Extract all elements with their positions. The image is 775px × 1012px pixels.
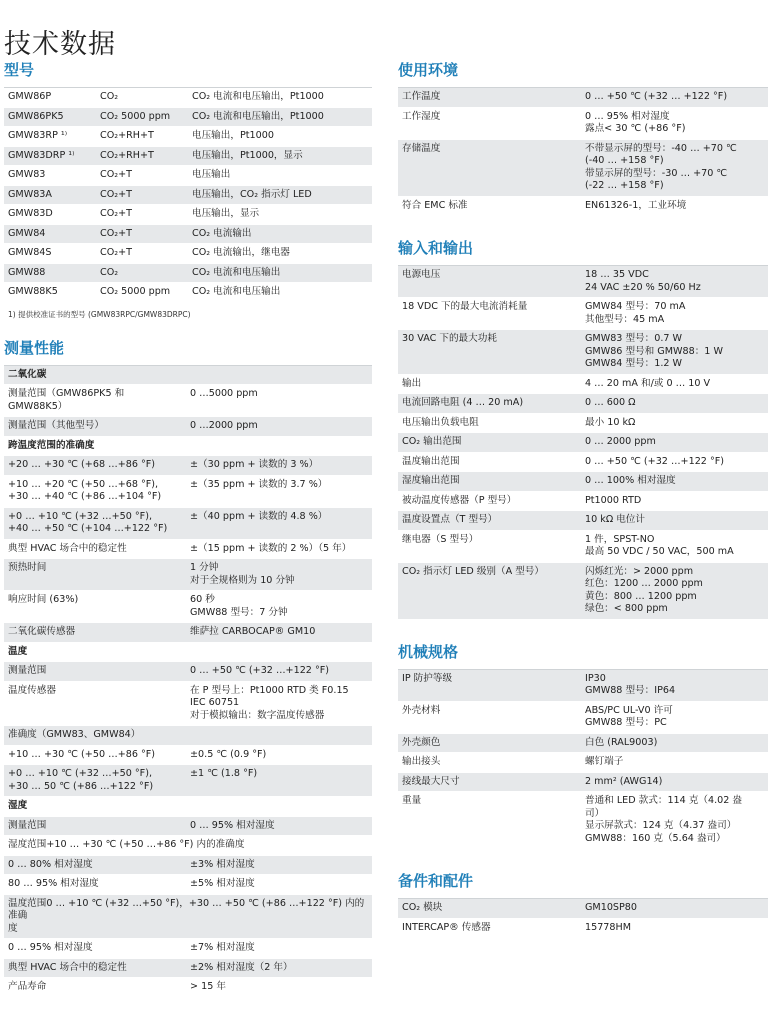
spec-value: GMW83 型号：0.7 W GMW86 型号和 GMW88：1 W GMW84 型号：1.2 W (585, 333, 723, 369)
accessories-table (398, 898, 768, 938)
right-column (398, 60, 768, 952)
table-row (4, 856, 372, 876)
spec-label: 被动温度传感器（P 型号） (402, 494, 517, 506)
model-name: GMW84 (8, 227, 46, 239)
page-title: 技术数据 (4, 29, 116, 61)
spec-value: 0 … 600 Ω (585, 397, 636, 408)
table-row (4, 959, 372, 979)
spec-value: 普通和 LED 款式：114 克（4.02 盎 司） 显示屏款式：124 克（4.37 盎司） GMW88：160 克（5.64 盎司） (585, 795, 743, 844)
model-description: CO₂ 电流输出，继电器 (192, 247, 290, 258)
table-row (4, 682, 372, 727)
spec-label: 工作温度 (402, 91, 441, 102)
model-gas: CO₂+T (100, 188, 132, 200)
spec-label: 18 VDC 下的最大电流消耗量 (402, 301, 528, 312)
table-row (4, 895, 372, 940)
spec-label: +10 … +30 ℃ (+50 …+86 °F) (8, 748, 156, 760)
spec-value: 0 … 95% 相对湿度 露点< 30 ℃ (+86 °F) (585, 110, 686, 134)
spec-label: CO₂ 指示灯 LED 级别（A 型号） (402, 565, 544, 577)
spec-label: 重量 (402, 795, 422, 806)
measurement-table (4, 365, 372, 998)
spec-label: 温度输出范围 (402, 455, 460, 467)
table-row (4, 662, 372, 682)
spec-value: 0 … 2000 ppm (585, 436, 656, 447)
subheading-row (4, 366, 372, 386)
spec-value: 维萨拉 CARBOCAP® GM10 (190, 626, 316, 637)
table-row (4, 166, 372, 186)
spec-label: +20 … +30 ℃ (+68 …+86 °F) (8, 459, 156, 470)
spec-value: 60 秒 GMW88 型号：7 分钟 (190, 594, 288, 618)
spec-label: 测量范围（GMW86PK5 和 GMW88K5） (8, 388, 125, 412)
spec-label: 产品寿命 (8, 981, 47, 992)
model-name: GMW83A (8, 188, 52, 200)
spec-value: 10 kΩ 电位计 (585, 514, 645, 525)
spec-label: 温度设置点（T 型号） (402, 514, 498, 525)
table-row (4, 127, 372, 147)
table-row (398, 899, 768, 919)
table-row (398, 394, 768, 414)
model-name: GMW86P (8, 91, 52, 102)
spec-label: 温度传感器 (8, 684, 56, 696)
model-name: GMW84S (8, 247, 52, 258)
accessories-title: 备件和配件 (398, 872, 474, 890)
spec-value: 0 … +50 ℃ (+32 …+122 °F) (585, 455, 725, 467)
spec-label: 测量范围（其他型号） (8, 420, 104, 431)
model-description: CO₂ 电流和电压输出，Pt1000 (192, 110, 324, 122)
spec-label: 电流回路电阻 (4 … 20 mA) (402, 397, 524, 408)
accessories-section (398, 871, 768, 938)
spec-label: 外壳材料 (402, 704, 441, 716)
table-row (398, 140, 768, 197)
spec-label: 温度范围0 … +10 ℃ (+32 …+50 °F)，+30 … +50 ℃ (+86 …+122 °F) 内的准确 度 (8, 897, 365, 934)
table-row (398, 453, 768, 473)
spec-value: EN61326-1，工业环境 (585, 199, 687, 211)
model-gas: CO₂+T (100, 169, 132, 180)
table-row (398, 266, 768, 298)
spec-value: 0 …2000 ppm (190, 420, 258, 431)
spec-label: 0 … 80% 相对湿度 (8, 858, 93, 870)
model-gas: CO₂ (100, 91, 119, 102)
table-row (4, 540, 372, 560)
table-row (4, 283, 372, 303)
table-row (398, 702, 768, 734)
table-row (4, 186, 372, 206)
model-description: 电压输出 (192, 169, 231, 180)
spec-label: 输出 (402, 377, 422, 389)
subheading: 二氧化碳 (8, 368, 47, 380)
spec-label: 符合 EMC 标准 (402, 199, 468, 211)
spec-value: ±5% 相对湿度 (190, 878, 255, 889)
spec-value: 18 … 35 VDC 24 VAC ±20 % 50/60 Hz (585, 269, 701, 293)
model-description: CO₂ 电流和电压输出 (192, 286, 281, 297)
model-gas: CO₂ 5000 ppm (100, 286, 171, 297)
table-row (4, 108, 372, 128)
model-gas: CO₂+T (100, 247, 132, 258)
table-row (4, 476, 372, 508)
spec-value: 闪烁红光：> 2000 ppm 红色：1200 … 2000 ppm 黄色：800 … 1200 ppm 绿色：< 800 ppm (585, 565, 703, 614)
spec-label: 继电器（S 型号） (402, 533, 479, 545)
spec-label: 典型 HVAC 场合中的稳定性 (8, 961, 127, 973)
table-row (4, 88, 372, 108)
model-gas: CO₂ 5000 ppm (100, 110, 171, 122)
spec-label: CO₂ 输出范围 (402, 436, 462, 447)
model-gas: CO₂+RH+T (100, 149, 154, 161)
spec-label: 存储温度 (402, 142, 441, 154)
table-row (398, 433, 768, 453)
spec-value: ±（15 ppm + 读数的 2 %）（5 年） (190, 542, 352, 554)
spec-label: IP 防护等级 (402, 672, 453, 684)
spec-label: 响应时间 (63%) (8, 594, 79, 605)
subheading-row (4, 437, 372, 457)
spec-label: 30 VAC 下的最大功耗 (402, 333, 497, 344)
table-row (398, 563, 768, 620)
table-row (398, 773, 768, 793)
mechanical-section (398, 642, 768, 850)
table-row (4, 875, 372, 895)
models-footnote: 1) 提供校准证书的型号 (GMW83RPC/GMW83DRPC) (8, 309, 191, 319)
model-name: GMW83D (8, 208, 53, 219)
spec-value: 不带显示屏的型号：-40 … +70 ℃ (-40 … +158 °F) 带显示屏的型号：-30 … +70 ℃ (-22 … +158 °F) (585, 142, 737, 191)
spec-label: 典型 HVAC 场合中的稳定性 (8, 542, 127, 554)
subheading: 温度 (8, 645, 28, 657)
model-description: 电压输出，Pt1000，显示 (192, 149, 303, 161)
spec-value: 0 … 100% 相对湿度 (585, 475, 676, 486)
spec-value: ±2% 相对湿度（2 年） (190, 961, 293, 973)
table-row (4, 559, 372, 591)
models-table (4, 87, 372, 303)
spec-value: ±7% 相对湿度 (190, 942, 255, 953)
model-name: GMW83 (8, 169, 46, 180)
io-title: 输入和输出 (398, 239, 474, 257)
table-row (4, 726, 372, 746)
model-gas: CO₂+RH+T (100, 130, 154, 141)
spec-label: 工作湿度 (402, 110, 441, 122)
subheading-row (4, 797, 372, 817)
model-name: GMW83DRP ¹⁾ (8, 149, 75, 161)
table-row (398, 108, 768, 140)
spec-value: IP30 GMW88 型号：IP64 (585, 672, 676, 696)
model-description: CO₂ 电流输出 (192, 227, 252, 239)
spec-label: 80 … 95% 相对湿度 (8, 878, 99, 889)
models-title: 型号 (4, 61, 35, 79)
spec-label: 测量范围 (8, 819, 47, 831)
spec-value: 1 分钟 对于全规格则为 10 分钟 (190, 562, 295, 586)
spec-label: +0 … +10 ℃ (+32 …+50 °F), +30 … 50 ℃ (+86 …+122 °F) (8, 768, 154, 792)
model-description: CO₂ 电流和电压输出，Pt1000 (192, 91, 324, 102)
spec-value: ±0.5 ℃ (0.9 °F) (190, 748, 267, 760)
spec-value: 0 … +50 ℃ (+32 …+122 °F) (190, 665, 330, 676)
spec-value: 4 … 20 mA 和/或 0 … 10 V (585, 377, 711, 389)
spec-value: ±（30 ppm + 读数的 3 %） (190, 459, 319, 470)
models-section (4, 60, 372, 324)
table-row (398, 197, 768, 217)
model-description: 电压输出，Pt1000 (192, 130, 274, 141)
spec-label: +0 … +10 ℃ (+32 …+50 °F), +40 … +50 ℃ (+104 …+122 °F) (8, 510, 168, 534)
table-row (4, 456, 372, 476)
io-section (398, 238, 768, 620)
spec-value: 最小 10 kΩ (585, 416, 636, 428)
spec-value: ±（35 ppm + 读数的 3.7 %） (190, 478, 328, 490)
table-row (4, 939, 372, 959)
left-column (4, 60, 372, 1012)
subheading: 湿度 (8, 800, 28, 811)
table-row (4, 264, 372, 284)
table-row (398, 919, 768, 939)
table-row (398, 414, 768, 434)
spec-value: 螺钉端子 (585, 756, 624, 767)
model-description: CO₂ 电流和电压输出 (192, 266, 281, 278)
spec-label: 输出接头 (402, 756, 441, 767)
table-row (4, 591, 372, 623)
table-row (398, 375, 768, 395)
mechanical-table (398, 669, 768, 850)
spec-value: 白色 (RAL9003) (585, 736, 658, 748)
spec-label: 二氧化碳传感器 (8, 626, 76, 637)
spec-value: ±1 ℃ (1.8 °F) (190, 768, 258, 779)
spec-label: 接线最大尺寸 (402, 775, 460, 787)
table-row (398, 792, 768, 849)
table-row (398, 511, 768, 531)
model-description: 电压输出，CO₂ 指示灯 LED (192, 188, 312, 200)
model-gas: CO₂ (100, 266, 119, 278)
spec-value: ±3% 相对湿度 (190, 858, 255, 870)
table-row (398, 753, 768, 773)
model-name: GMW88K5 (8, 286, 58, 297)
spec-value: 0 … 95% 相对湿度 (190, 819, 275, 831)
mechanical-title: 机械规格 (398, 642, 459, 661)
spec-label: 测量范围 (8, 665, 47, 676)
spec-value: 0 … +50 ℃ (+32 … +122 °F) (585, 91, 728, 102)
measurement-section (4, 338, 372, 998)
table-row (4, 244, 372, 264)
spec-label: 预热时间 (8, 562, 47, 573)
spec-value: GM10SP80 (585, 902, 638, 913)
spec-value: 2 mm² (AWG14) (585, 775, 663, 787)
environment-title: 使用环境 (398, 61, 459, 79)
subheading: 跨温度范围的准确度 (8, 439, 95, 451)
table-row (398, 88, 768, 108)
spec-value: GMW84 型号：70 mA 其他型号：45 mA (585, 301, 686, 325)
model-name: GMW88 (8, 266, 46, 278)
table-row (398, 492, 768, 512)
spec-value: 0 …5000 ppm (190, 388, 258, 399)
table-row (4, 385, 372, 417)
environment-table (398, 87, 768, 216)
table-row (4, 978, 372, 998)
spec-label: 电源电压 (402, 269, 441, 280)
table-row (4, 225, 372, 245)
spec-label: 外壳颜色 (402, 736, 441, 748)
subheading-row (4, 643, 372, 663)
table-row (4, 836, 372, 856)
spec-value: 1 件，SPST-NO 最高 50 VDC / 50 VAC，500 mA (585, 533, 734, 557)
model-description: 电压输出，显示 (192, 208, 260, 219)
spec-value: 在 P 型号上：Pt1000 RTD 类 F0.15 IEC 60751 对于模拟输出：数字温度传感器 (190, 684, 349, 721)
table-row (4, 746, 372, 766)
table-row (4, 817, 372, 837)
table-row (398, 330, 768, 375)
spec-value: ±（40 ppm + 读数的 4.8 %） (190, 510, 328, 522)
table-row (398, 531, 768, 563)
spec-value: Pt1000 RTD (585, 494, 642, 506)
spec-value: ABS/PC UL-V0 许可 GMW88 型号：PC (585, 704, 673, 728)
table-row (4, 147, 372, 167)
io-table (398, 265, 768, 620)
table-row (4, 205, 372, 225)
model-gas: CO₂+T (100, 227, 132, 239)
environment-section (398, 60, 768, 216)
table-row (4, 508, 372, 540)
spec-value: > 15 年 (190, 981, 226, 992)
model-name: GMW86PK5 (8, 110, 64, 122)
measurement-title: 测量性能 (4, 338, 65, 357)
model-name: GMW83RP ¹⁾ (8, 130, 68, 141)
spec-label: INTERCAP® 传感器 (402, 921, 491, 933)
table-row (398, 734, 768, 754)
spec-label: 0 … 95% 相对湿度 (8, 942, 93, 953)
spec-label: 湿度范围+10 … +30 ℃ (+50 …+86 °F) 内的准确度 (8, 839, 245, 850)
table-row (4, 623, 372, 643)
table-row (398, 298, 768, 330)
spec-label: CO₂ 模块 (402, 902, 443, 913)
spec-label: 湿度输出范围 (402, 475, 460, 486)
table-row (398, 670, 768, 702)
spec-value: 15778HM (585, 921, 632, 933)
table-row (4, 765, 372, 797)
spec-label: 准确度（GMW83、GMW84） (8, 729, 141, 740)
table-row (4, 417, 372, 437)
table-row (398, 472, 768, 492)
model-gas: CO₂+T (100, 208, 132, 219)
spec-label: 电压输出负载电阻 (402, 416, 479, 428)
spec-label: +10 … +20 ℃ (+50 …+68 °F), +30 … +40 ℃ (+86 …+104 °F) (8, 478, 162, 502)
